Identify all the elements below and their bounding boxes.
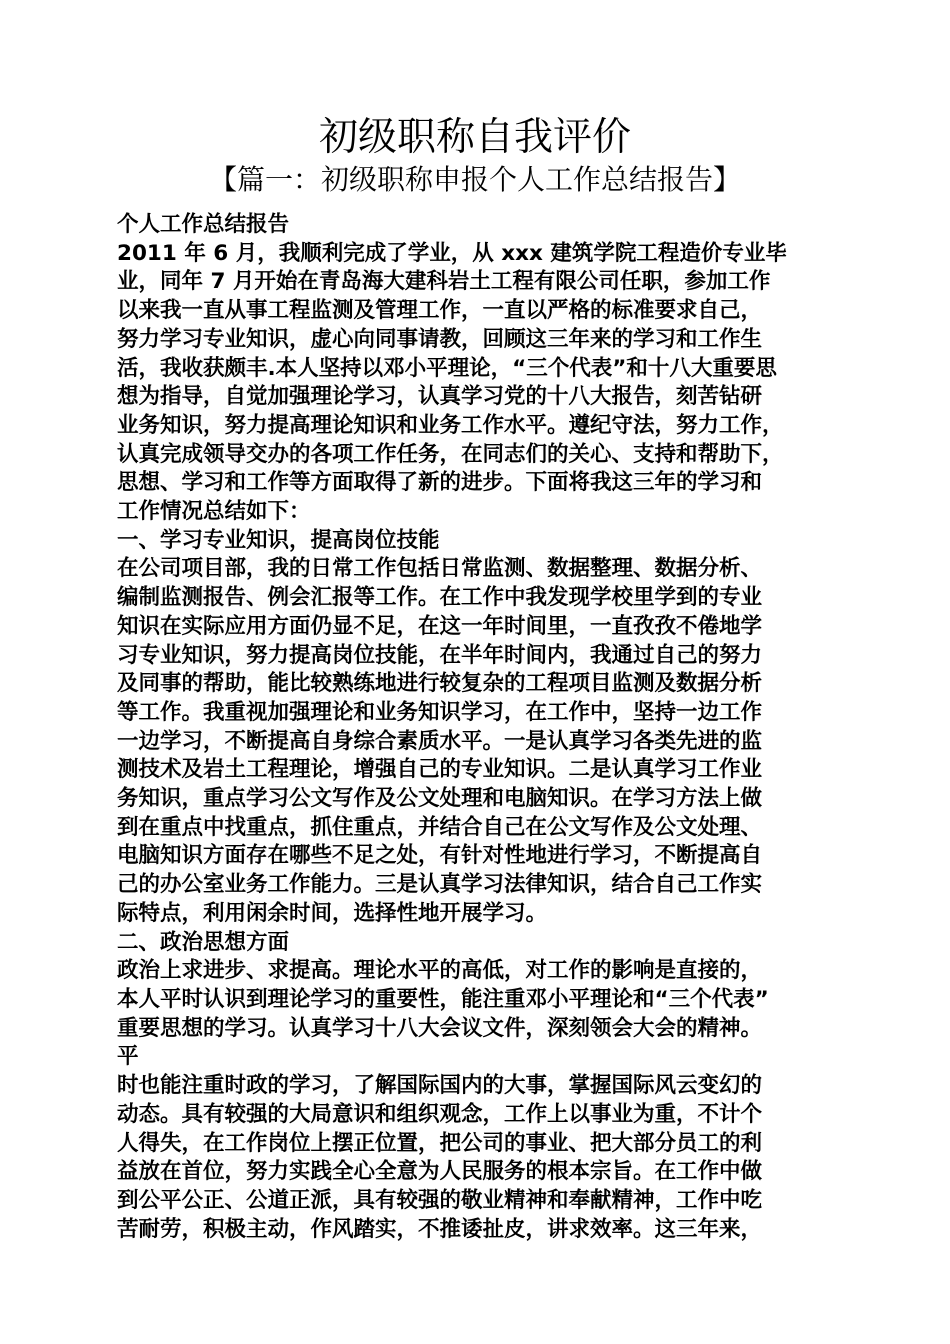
document-title: 初级职称自我评价 xyxy=(318,115,631,160)
body-text-line: 知识在实际应用方面仍显不足，在这一年时间里，一直孜孜不倦地学 xyxy=(117,613,763,639)
body-text-line: 想为指导，自觉加强理论学习，认真学习党的十八大报告，刻苦钻研 xyxy=(117,384,763,410)
body-text-line: 时也能注重时政的学习，了解国际国内的大事，掌握国际风云变幻的 xyxy=(117,1073,763,1099)
body-text-line: 一边学习，不断提高自身综合素质水平。一是认真学习各类先进的监 xyxy=(117,728,763,754)
body-text-line: 到在重点中找重点，抓住重点，并结合自己在公文写作及公文处理、 xyxy=(117,814,763,840)
body-text-line: 等工作。我重视加强理论和业务知识学习，在工作中，坚持一边工作 xyxy=(117,699,763,725)
body-text-line: 际特点，利用闲余时间，选择性地开展学习。 xyxy=(117,900,548,926)
body-text-line: 苦耐劳，积极主动，作风踏实，不推诿扯皮，讲求效率。这三年来， xyxy=(117,1216,763,1242)
body-text-line: 政治上求进步、求提高。理论水平的高低，对工作的影响是直接的， xyxy=(117,958,763,984)
body-text-line: 测技术及岩土工程理论，增强自己的专业知识。二是认真学习工作业 xyxy=(117,757,763,783)
body-text-line: 思想、学习和工作等方面取得了新的进步。下面将我这三年的学习和 xyxy=(117,470,763,496)
body-text-line: 到公平公正、公道正派，具有较强的敬业精神和奉献精神，工作中吃 xyxy=(117,1187,763,1213)
body-text-line: 己的办公室业务工作能力。三是认真学习法律知识，结合自己工作实 xyxy=(117,872,763,898)
body-text-line: 本人平时认识到理论学习的重要性，能注重邓小平理论和“三个代表” xyxy=(117,986,769,1012)
body-text-line: 习专业知识，努力提高岗位技能，在半年时间内，我通过自己的努力 xyxy=(117,642,763,668)
body-text-line: 工作情况总结如下： xyxy=(117,499,311,525)
body-text-line: 个人工作总结报告 xyxy=(117,212,290,237)
body-text-line: 以来我一直从事工程监测及管理工作，一直以严格的标准要求自己， xyxy=(117,298,763,324)
document-body xyxy=(117,211,835,1244)
body-text-line: 平 xyxy=(117,1044,139,1070)
body-text-line: 务知识，重点学习公文写作及公文处理和电脑知识。在学习方法上做 xyxy=(117,786,763,812)
body-text-line: 活，我收获颇丰.本人坚持以邓小平理论，“三个代表”和十八大重要思 xyxy=(117,355,777,381)
body-text-line: 努力学习专业知识，虚心向同事请教，回顾这三年来的学习和工作生 xyxy=(117,326,763,352)
document-subtitle: 【篇一：初级职称申报个人工作总结报告】 xyxy=(208,163,741,196)
body-text-line: 二、政治思想方面 xyxy=(117,929,290,955)
body-text-line: 重要思想的学习。认真学习十八大会议文件，深刻领会大会的精神。 xyxy=(117,1015,763,1041)
body-text-line: 电脑知识方面存在哪些不足之处，有针对性地进行学习，不断提高自 xyxy=(117,843,763,869)
body-text-line: 认真完成领导交办的各项工作任务，在同志们的关心、支持和帮助下， xyxy=(117,441,784,467)
body-text-line: 业，同年 7 月开始在青岛海大建科岩土工程有限公司任职，参加工作 xyxy=(117,269,771,295)
body-text-line: 2011 年 6 月，我顺利完成了学业，从 xxx 建筑学院工程造价专业毕 xyxy=(117,240,787,266)
body-text-line: 一、学习专业知识，提高岗位技能 xyxy=(117,527,440,553)
body-text-line: 动态。具有较强的大局意识和组织观念，工作上以事业为重，不计个 xyxy=(117,1101,763,1127)
body-text-line: 人得失，在工作岗位上摆正位置，把公司的事业、把大部分员工的利 xyxy=(117,1130,763,1156)
body-text-line: 编制监测报告、例会汇报等工作。在工作中我发现学校里学到的专业 xyxy=(117,585,763,611)
body-text-line: 在公司项目部，我的日常工作包括日常监测、数据整理、数据分析、 xyxy=(117,556,763,582)
body-text-line: 及同事的帮助，能比较熟练地进行较复杂的工程项目监测及数据分析 xyxy=(117,671,763,697)
body-text-line: 业务知识，努力提高理论知识和业务工作水平。遵纪守法，努力工作， xyxy=(117,412,784,438)
body-text-line: 益放在首位，努力实践全心全意为人民服务的根本宗旨。在工作中做 xyxy=(117,1159,763,1185)
